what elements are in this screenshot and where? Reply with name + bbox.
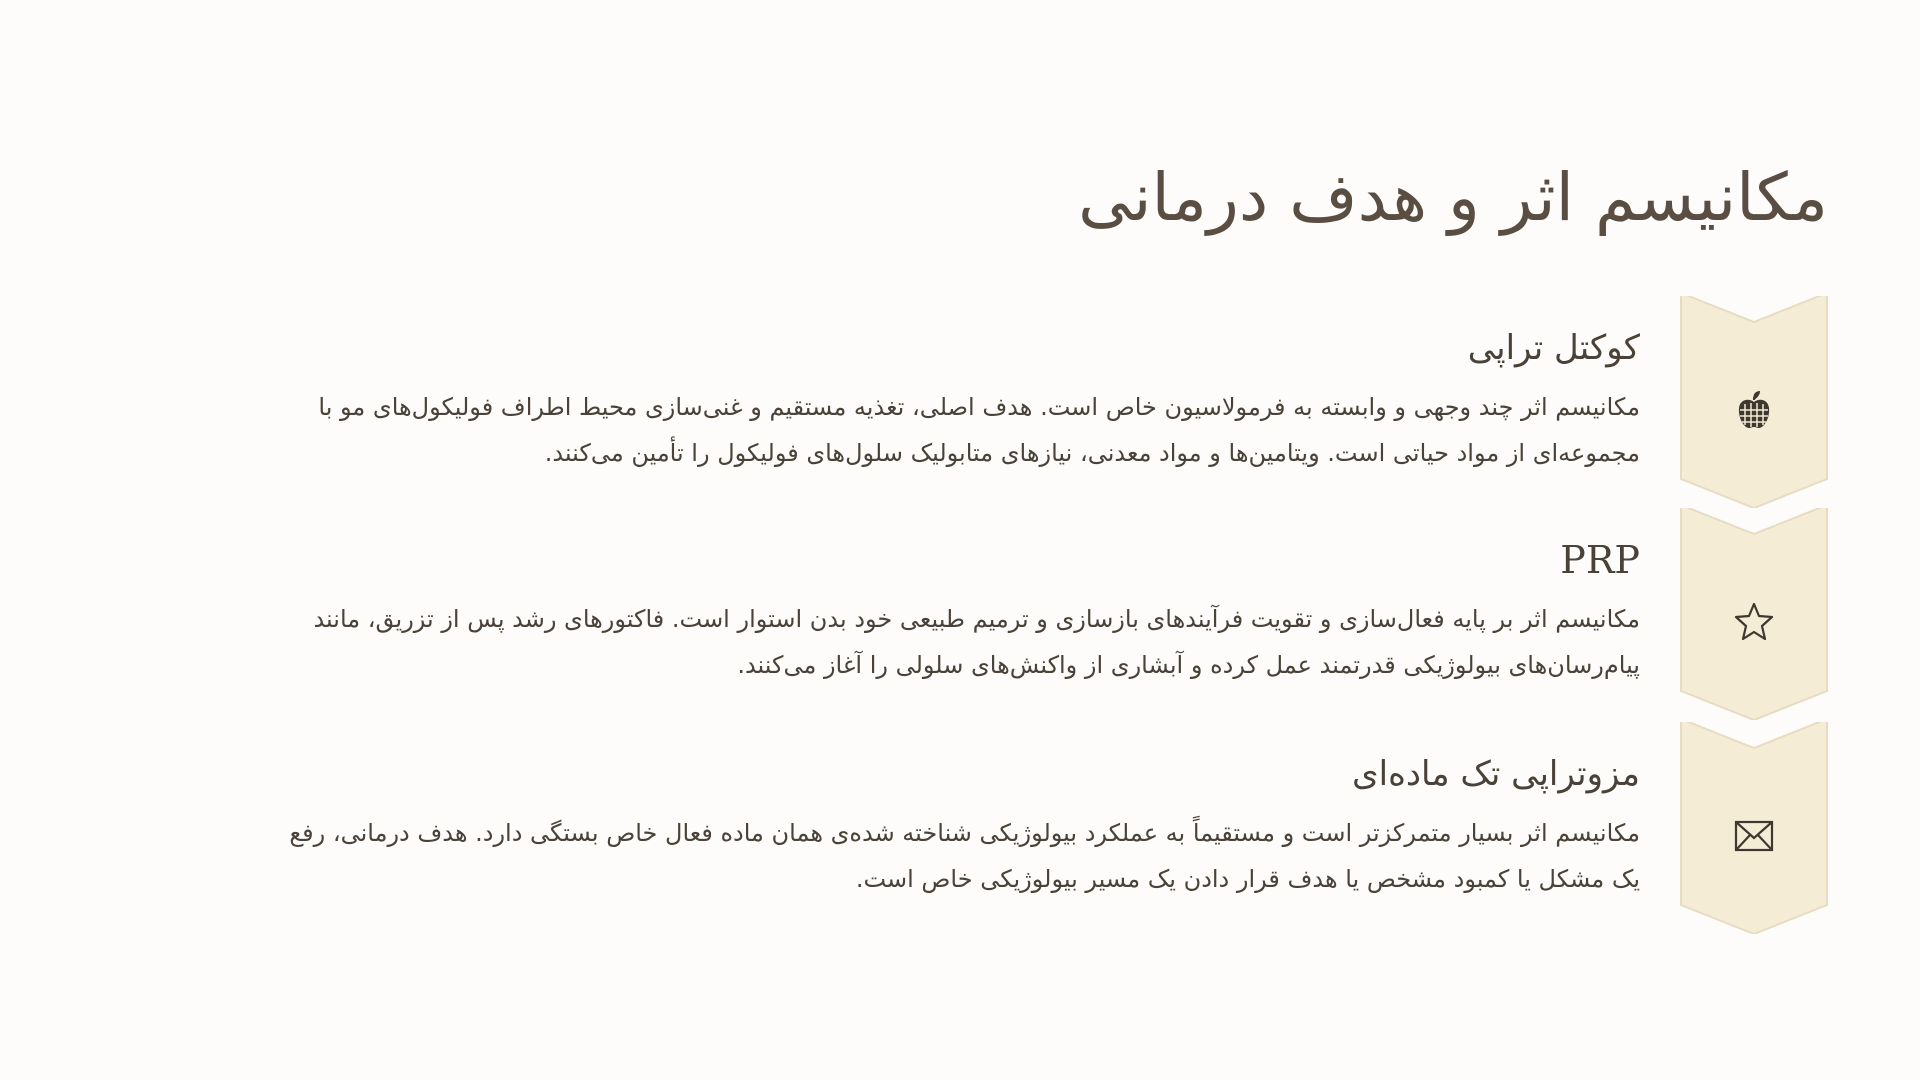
star-icon: [1732, 600, 1776, 644]
envelope-icon: [1732, 814, 1776, 858]
list-item-cocktail-therapy: [0, 296, 1920, 508]
item-text: [100, 324, 1640, 476]
item-title: کوکتل تراپی: [1467, 328, 1640, 368]
item-title: PRP: [1560, 538, 1640, 582]
item-body-line: پیام‌رسان‌های بیولوژیکی قدرتمند عمل کرده و آبشاری از واکنش‌های سلولی را آغاز می‌کنند.: [737, 651, 1640, 679]
item-body-line: یک مشکل یا کمبود مشخص یا هدف قرار دادن یک مسیر بیولوژیکی خاص است.: [855, 865, 1640, 893]
chevron-marker: [1680, 722, 1828, 934]
slide-title: مکانیسم اثر و هدف درمانی: [1078, 159, 1828, 236]
list-item-prp: [0, 508, 1920, 720]
item-body-line: مکانیسم اثر بسیار متمرکزتر است و مستقیماً به عملکرد بیولوژیکی شناخته شده‌ی همان ماده فعال خاص بستگی دارد. هدف درمانی، رفع: [289, 819, 1640, 847]
item-body: [100, 384, 1640, 476]
item-body: [100, 596, 1640, 688]
chevron-marker: [1680, 296, 1828, 508]
item-body: [100, 810, 1640, 902]
apple-icon: [1732, 388, 1776, 432]
item-body-line: مکانیسم اثر بر پایه فعال‌سازی و تقویت فرآیندهای بازسازی و ترمیم طبیعی خود بدن استوار است. فاکتورهای رشد پس از تزریق، مانند: [313, 605, 1640, 633]
item-text: [100, 750, 1640, 902]
item-body-line: مجموعه‌ای از مواد حیاتی است. ویتامین‌ها و مواد معدنی، نیازهای متابولیک سلول‌های فولیکول را تأمین می‌کنند.: [544, 439, 1640, 467]
item-text: [100, 536, 1640, 688]
chevron-marker: [1680, 508, 1828, 720]
item-title: مزوتراپی تک ماده‌ای: [1352, 754, 1640, 794]
item-body-line: مکانیسم اثر چند وجهی و وابسته به فرمولاسیون خاص است. هدف اصلی، تغذیه مستقیم و غنی‌سازی محیط اطراف فولیکول‌های مو با: [318, 393, 1640, 421]
list-item-mesotherapy: [0, 722, 1920, 934]
